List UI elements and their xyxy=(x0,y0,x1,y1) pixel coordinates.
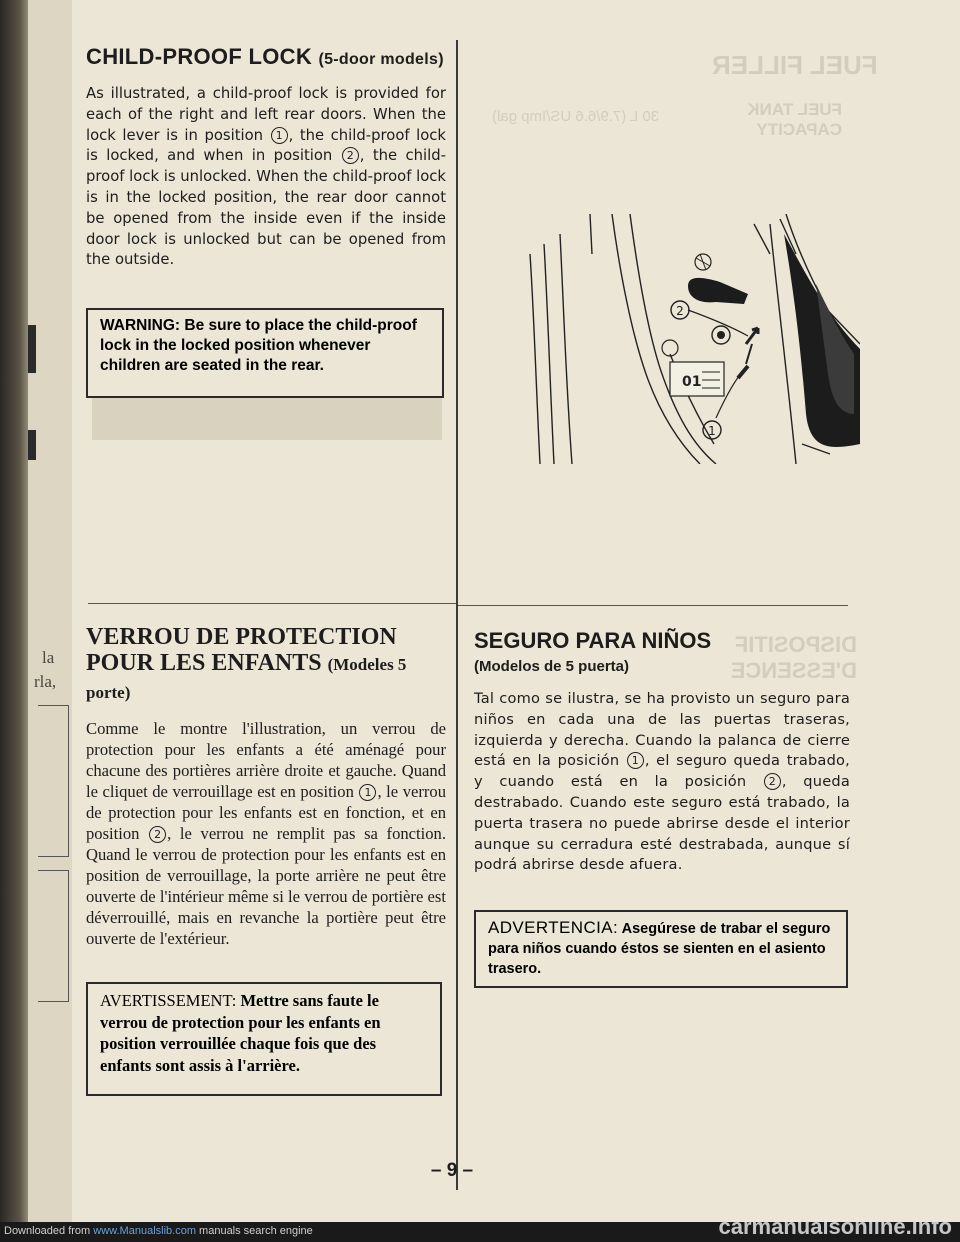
door-lock-illustration xyxy=(520,214,860,464)
section-body: Comme le montre l'illustration, un verrou de protection pour les enfants a été aménagé pour chacune des portières arrière droite et gauche. Quand le cliquet de verrouillage est en position 1 , le verrou de protection pour les enfants est en fonction, et en position 2 , le verrou ne remplit pas sa fonction. Quand le verrou de protection pour les enfants est en position de verrouillage, la porte arrière ne peut être ouverte de l'intérieur même si le verrou de portière est déverrouillé, mais en revanche la portière peut être ouverte de l'extérieur. xyxy=(86,719,447,948)
warning-label: ADVERTENCIA: xyxy=(488,918,619,937)
bleed-through-text: FUEL TANK CAPACITY xyxy=(747,100,842,139)
watermark: carmanualsonline.info xyxy=(718,1214,952,1239)
door-edge xyxy=(612,214,700,464)
french-section xyxy=(86,624,446,949)
spanish-section xyxy=(474,628,850,876)
svg-text:01: 01 xyxy=(682,374,702,390)
section-title: CHILD-PROOF LOCK (5-door models) xyxy=(86,44,444,69)
position-2-marker: 2 xyxy=(764,773,781,790)
edge-box xyxy=(38,705,69,857)
warning-text: WARNING: Be sure to place the child-proof lock in the locked position whenever children are seated in the rear. xyxy=(100,317,417,374)
previous-page-edge xyxy=(28,0,74,1222)
download-footer xyxy=(0,1214,960,1242)
edge-fragment: rla, xyxy=(34,672,57,691)
section-title: SEGURO PARA NIÑOS xyxy=(474,628,712,653)
door-interior-shadow xyxy=(784,234,860,447)
section-divider xyxy=(458,605,848,606)
warning-box xyxy=(86,308,444,398)
edge-mark xyxy=(28,325,36,373)
position-2-marker: 2 xyxy=(342,147,359,164)
warning-shadow xyxy=(92,398,442,440)
door-frame-line xyxy=(544,244,554,464)
column-divider xyxy=(456,40,458,1190)
bleed-through-text: FUEL FILLER xyxy=(712,50,878,80)
position-1-marker: 1 xyxy=(271,127,288,144)
section-title: VERROU DE PROTECTION POUR LES ENFANTS (Modeles 5 porte) xyxy=(86,624,407,702)
position-1-marker: 1 xyxy=(359,784,376,801)
page-number: – 9 – xyxy=(430,1160,474,1181)
warning-label: AVERTISSEMENT: xyxy=(100,991,237,1010)
position-1-marker: 1 xyxy=(627,752,644,769)
label-2: 2 xyxy=(676,304,684,318)
english-section xyxy=(86,44,446,271)
edge-mark xyxy=(28,430,36,460)
warning-box xyxy=(86,982,442,1096)
label-1: 1 xyxy=(708,424,716,438)
edge-box xyxy=(38,870,69,1002)
warning-box xyxy=(474,910,848,988)
manualslib-link[interactable]: www.Manualslib.com xyxy=(93,1225,196,1237)
section-body: Tal como se ilustra, se ha provisto un seguro para niños en cada una de las puertas traseras, izquierda y derecha. Cuando la palanca de cierre está en la posición 1 , el seguro queda trabado, y cuando está en la posición 2 , queda destrabado. Cuando este seguro está trabado, la puerta trasera no puede abrirse desde el interior aunque su cerradura esté destrabada, aunque sí podrá abrirse desde afuera. xyxy=(474,690,851,874)
bleed-through-text: DISPOSITIF D'ESSENCE xyxy=(730,632,857,683)
edge-fragment: la xyxy=(42,648,55,667)
section-subtitle: (Modelos de 5 puerta) xyxy=(474,658,630,675)
position-2-marker: 2 xyxy=(149,826,166,843)
manual-page xyxy=(72,0,960,1222)
lock-lever xyxy=(688,278,748,304)
section-body: As illustrated, a child-proof lock is provided for each of the right and left rear doors. When the lock lever is in position 1 , the child-proof lock is locked, and when in position 2 , the child-proof lock is unlocked. When the child-proof lock is in the locked position, the rear door cannot be opened from the inside even if the inside door lock is unlocked but can be opened from the outside. xyxy=(86,85,446,269)
warning-text: Asegúrese de trabar el seguro para niños cuando éstos se sienten en el asiento trasero. xyxy=(488,921,831,977)
bleed-through-text: 30 L (7.9/6.6 US/Imp gal) xyxy=(492,108,660,125)
footer-text: Downloaded from www.Manualslib.com manuals search engine xyxy=(4,1225,313,1237)
door-frame-line xyxy=(560,234,572,464)
door-frame-line xyxy=(530,254,540,464)
section-divider xyxy=(88,603,456,604)
warning-text: Mettre sans faute le verrou de protection pour les enfants en position verrouillée chaque fois que des enfants sont assis à l'arrière. xyxy=(100,991,381,1075)
